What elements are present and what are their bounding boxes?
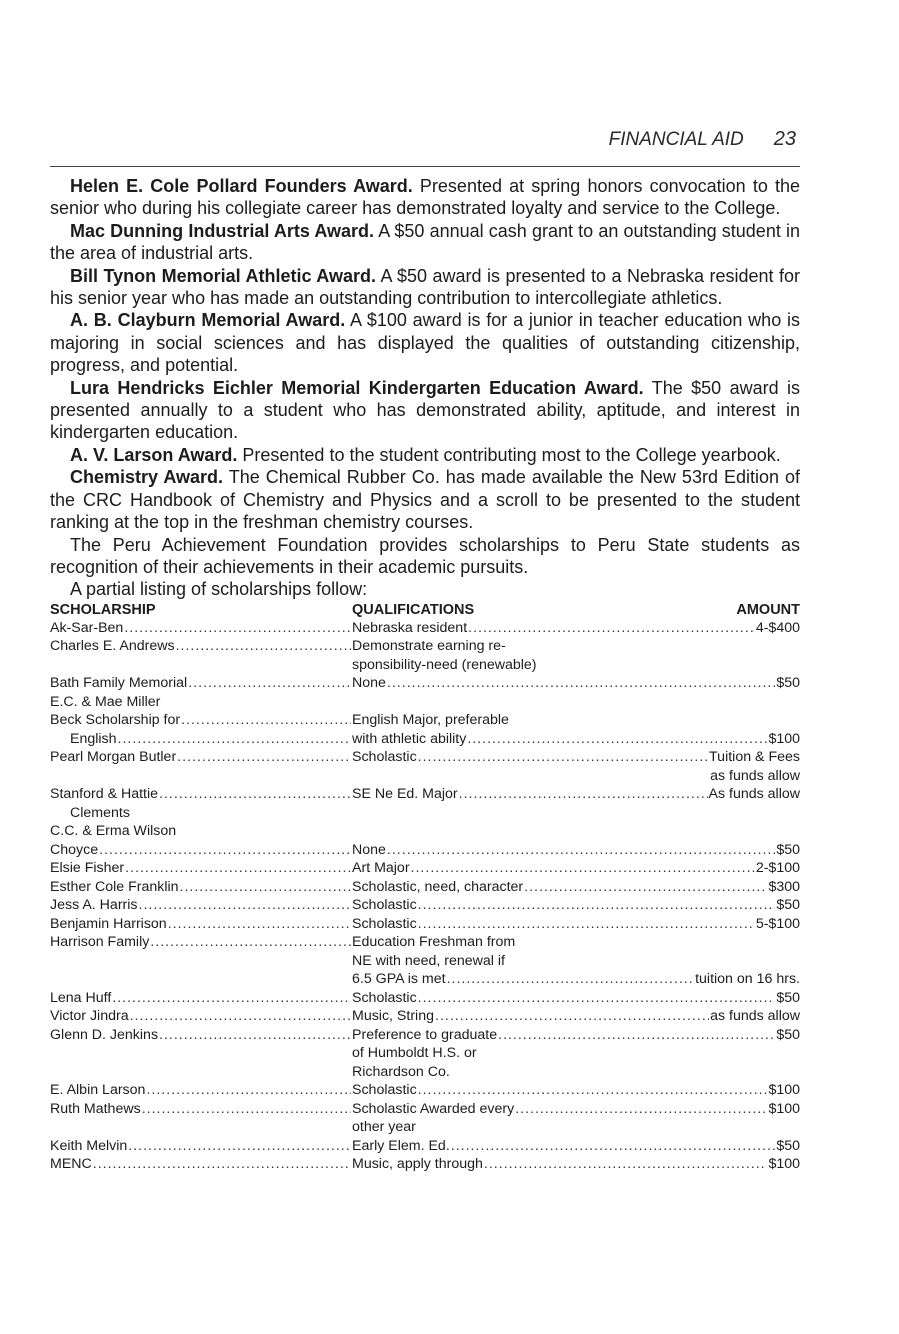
- amount: As funds allow: [708, 786, 800, 803]
- scholarship-name: Glenn D. Jenkins: [50, 1026, 159, 1043]
- scholarship-name: Choyce: [50, 841, 99, 858]
- leader-dots: [150, 933, 351, 952]
- leader-dots: [418, 748, 708, 767]
- table-row: [50, 804, 800, 823]
- amount: 5-$100: [755, 915, 800, 932]
- leader-dots: [447, 970, 695, 989]
- table-row: [50, 878, 800, 897]
- amount: as funds allow: [710, 1008, 800, 1025]
- table-row: [50, 841, 800, 860]
- leader-dots: [168, 915, 351, 934]
- scholarship-name: Beck Scholarship for: [50, 712, 181, 729]
- leader-dots: [139, 896, 351, 915]
- qualification: Scholastic: [352, 897, 417, 914]
- leader-dots: [159, 1026, 351, 1045]
- leader-dots: [181, 711, 351, 730]
- scholarship-name: Esther Cole Franklin: [50, 878, 179, 895]
- leader-dots: [180, 878, 351, 897]
- running-header: [50, 128, 800, 156]
- amount: $50: [776, 1026, 800, 1043]
- table-row: [50, 1081, 800, 1100]
- table-row: [50, 1007, 800, 1026]
- qualification: Scholastic: [352, 989, 417, 1006]
- amount: 4-$400: [755, 619, 800, 636]
- amount: 2-$100: [755, 860, 800, 877]
- leader-dots: [93, 1155, 351, 1174]
- table-row: [50, 822, 800, 841]
- scholarship-name: Elsie Fisher: [50, 860, 125, 877]
- amount: tuition on 16 hrs.: [695, 971, 800, 988]
- award-paragraph: [50, 377, 800, 444]
- amount: $100: [768, 1100, 800, 1117]
- leader-dots: [146, 1081, 351, 1100]
- leader-dots: [467, 730, 767, 749]
- table-row: [50, 896, 800, 915]
- awards-list: [50, 175, 800, 601]
- award-text: A $50 award is presented to a Nebraska resident for his senior year who has made an outstanding contribution to intercollegiate athletics.: [50, 265, 801, 309]
- qualification: with athletic ability: [352, 730, 467, 747]
- scholarship-name: Victor Jindra: [50, 1008, 129, 1025]
- award-text: The $50 award is presented annually to a student who has demonstrated ability, aptitude, and interest in kindergarten education.: [50, 377, 800, 443]
- qualification: of Humboldt H.S. or: [352, 1045, 477, 1062]
- table-row: [50, 915, 800, 934]
- scholarship-name: Keith Melvin: [50, 1137, 128, 1154]
- scholarship-name: Jess A. Harris: [50, 897, 138, 914]
- qualification: Music, apply through: [352, 1156, 483, 1173]
- leader-dots: [159, 785, 351, 804]
- table-row: [50, 952, 800, 971]
- scholarship-name: Benjamin Harrison: [50, 915, 167, 932]
- table-row: [50, 619, 800, 638]
- table-row: [50, 711, 800, 730]
- qualification: Early Elem. Ed.: [352, 1137, 450, 1154]
- award-paragraph: [50, 444, 800, 466]
- award-text: A $100 award is for a junior in teacher education who is majoring in social sciences and has displayed the qualities of outstanding citizenship, progress, and potential.: [50, 310, 800, 376]
- table-header: [50, 602, 800, 619]
- award-name: A. B. Clayburn Memorial Award.: [70, 310, 346, 331]
- award-paragraph: [50, 265, 800, 310]
- scholarship-name: E.C. & Mae Miller: [50, 693, 161, 710]
- award-name: Lura Hendricks Eichler Memorial Kindergarten Education Award.: [70, 377, 644, 398]
- amount: Tuition & Fees: [709, 749, 800, 766]
- table-row: [50, 859, 800, 878]
- scholarship-table: [50, 602, 800, 1174]
- scholarship-name: E. Albin Larson: [50, 1082, 146, 1099]
- qualification: Scholastic, need, character: [352, 878, 524, 895]
- table-row: [50, 1063, 800, 1082]
- leader-dots: [418, 1081, 768, 1100]
- award-name: Helen E. Cole Pollard Founders Award.: [70, 176, 413, 196]
- award-paragraph: [50, 466, 800, 533]
- leader-dots: [418, 989, 776, 1008]
- table-row: [50, 748, 800, 767]
- leader-dots: [130, 1007, 351, 1026]
- intro-paragraph: The Peru Achievement Foundation provides scholarships to Peru State students as recognition of their achievements in their academic pursuits.: [50, 534, 800, 577]
- leader-dots: [418, 896, 776, 915]
- leader-dots: [99, 841, 351, 860]
- table-row: [50, 674, 800, 693]
- table-row: [50, 1026, 800, 1045]
- qualification: other year: [352, 1119, 416, 1136]
- leader-dots: [387, 841, 775, 860]
- award-text: A $50 annual cash grant to an outstanding student in the area of industrial arts.: [50, 220, 800, 264]
- table-row: [50, 693, 800, 712]
- amount: $300: [768, 878, 800, 895]
- amount: $100: [768, 1156, 800, 1173]
- qualification: Education Freshman from: [352, 934, 516, 951]
- award-text: The Chemical Rubber Co. has made available the New 53rd Edition of the CRC Handbook of Chemistry and Physics and a scroll to be presented to the student ranking at the top in the freshman chemistry courses.: [50, 467, 800, 533]
- col-scholarship-header: SCHOLARSHIP: [50, 601, 156, 618]
- amount: $50: [776, 675, 800, 692]
- award-text: Presented to the student contributing most to the College yearbook.: [237, 444, 781, 465]
- leader-dots: [118, 730, 351, 749]
- qualification: Scholastic: [352, 1082, 417, 1099]
- amount: $100: [768, 730, 800, 747]
- scholarship-name: Harrison Family: [50, 934, 150, 951]
- table-row: [50, 785, 800, 804]
- leader-dots: [484, 1155, 768, 1174]
- qualification: Scholastic Awarded every: [352, 1100, 515, 1117]
- award-name: Bill Tynon Memorial Athletic Award.: [70, 265, 376, 286]
- header-rule: [50, 166, 800, 167]
- table-row: [50, 730, 800, 749]
- amount: $100: [768, 1082, 800, 1099]
- award-name: Chemistry Award.: [70, 467, 224, 488]
- scholarship-name: Stanford & Hattie: [50, 786, 159, 803]
- leader-dots: [188, 674, 351, 693]
- leader-dots: [498, 1026, 775, 1045]
- page-number: 23: [773, 128, 796, 150]
- scholarship-name: Bath Family Memorial: [50, 675, 188, 692]
- qualification: sponsibility-need (renewable): [352, 656, 537, 673]
- qualification: Richardson Co.: [352, 1063, 450, 1080]
- qualification: Scholastic: [352, 915, 417, 932]
- leader-dots: [515, 1100, 767, 1119]
- leader-dots: [387, 674, 775, 693]
- qualification: Demonstrate earning re-: [352, 638, 506, 655]
- col-qualifications-header: QUALIFICATIONS: [352, 601, 475, 618]
- leader-dots: [128, 1137, 351, 1156]
- award-paragraph: [50, 309, 800, 376]
- scholarship-name: Charles E. Andrews: [50, 638, 175, 655]
- table-row: [50, 1100, 800, 1119]
- scholarship-name: MENC: [50, 1156, 92, 1173]
- qualification: Preference to graduate: [352, 1026, 498, 1043]
- table-row: [50, 767, 800, 786]
- award-text: Presented at spring honors convocation to the senior who during his collegiate career has demonstrated loyalty and service to the College.: [50, 176, 800, 219]
- table-row: [50, 1155, 800, 1174]
- scholarship-name: Pearl Morgan Butler: [50, 749, 177, 766]
- award-paragraph: [50, 175, 800, 220]
- leader-dots: [524, 878, 767, 897]
- qualification: NE with need, renewal if: [352, 952, 505, 969]
- document-page: [50, 128, 800, 1174]
- award-name: Mac Dunning Industrial Arts Award.: [70, 220, 375, 241]
- listing-intro: A partial listing of scholarships follow:: [70, 579, 368, 600]
- qualification: English Major, preferable: [352, 712, 509, 729]
- amount: $50: [776, 897, 800, 914]
- section-title: FINANCIAL AID: [608, 129, 744, 150]
- amount: $50: [776, 989, 800, 1006]
- qualification: None: [352, 841, 386, 858]
- qualification: Art Major: [352, 860, 410, 877]
- leader-dots: [176, 637, 351, 656]
- scholarship-name: English: [70, 730, 117, 747]
- table-row: [50, 989, 800, 1008]
- table-row: [50, 1118, 800, 1137]
- qualification: SE Ne Ed. Major: [352, 786, 458, 803]
- qualification: Scholastic: [352, 749, 417, 766]
- scholarship-name: Ruth Mathews: [50, 1100, 141, 1117]
- table-row: [50, 656, 800, 675]
- amount: $50: [776, 1137, 800, 1154]
- leader-dots: [468, 619, 755, 638]
- amount: as funds allow: [710, 767, 800, 784]
- leader-dots: [435, 1007, 709, 1026]
- col-amount-header: AMOUNT: [736, 601, 800, 618]
- scholarship-name: C.C. & Erma Wilson: [50, 823, 177, 840]
- leader-dots: [411, 859, 755, 878]
- scholarship-name: Lena Huff: [50, 989, 112, 1006]
- scholarship-name: Ak-Sar-Ben: [50, 619, 124, 636]
- leader-dots: [125, 859, 351, 878]
- qualification: Nebraska resident: [352, 619, 468, 636]
- qualification: Music, String: [352, 1008, 434, 1025]
- qualification: None: [352, 675, 386, 692]
- award-name: A. V. Larson Award.: [70, 444, 238, 465]
- table-row: [50, 1137, 800, 1156]
- leader-dots: [112, 989, 351, 1008]
- amount: $50: [776, 841, 800, 858]
- scholarship-name: Clements: [70, 804, 130, 821]
- table-row: [50, 970, 800, 989]
- leader-dots: [459, 785, 708, 804]
- leader-dots: [142, 1100, 351, 1119]
- table-row: [50, 933, 800, 952]
- award-paragraph: [50, 220, 800, 265]
- qualification: 6.5 GPA is met: [352, 971, 446, 988]
- leader-dots: [177, 748, 351, 767]
- leader-dots: [451, 1137, 776, 1156]
- table-body: [50, 619, 800, 1174]
- table-row: [50, 1044, 800, 1063]
- table-row: [50, 637, 800, 656]
- leader-dots: [124, 619, 351, 638]
- leader-dots: [418, 915, 755, 934]
